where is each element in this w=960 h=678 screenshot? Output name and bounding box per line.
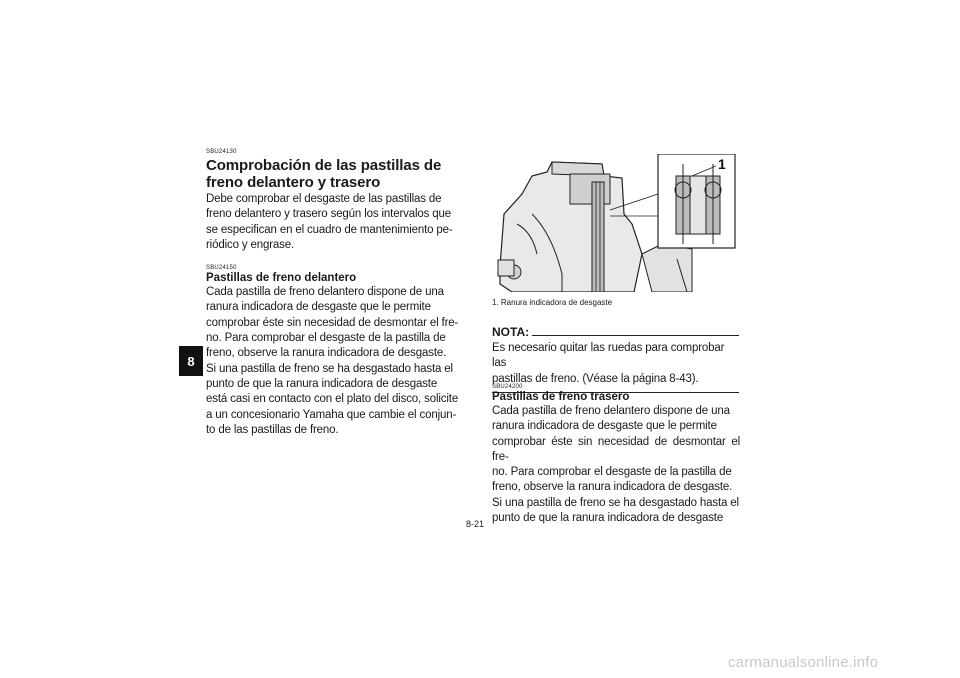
rear-section-code: SBU24200 bbox=[492, 384, 523, 390]
section-tab: 8 bbox=[179, 346, 203, 376]
left-column bbox=[206, 149, 462, 438]
note-text: Es necesario quitar las ruedas para comprobar las pastillas de freno. (Véase la página 8-43). bbox=[492, 342, 725, 385]
subsection-code: SBU24150 bbox=[206, 265, 237, 272]
note-label: NOTA: bbox=[492, 325, 530, 339]
rear-pads-heading: Pastillas de freno trasero bbox=[492, 391, 630, 403]
brake-pad-illustration bbox=[492, 154, 737, 292]
rear-pads-paragraph: Cada pastilla de freno delantero dispone de una ranura indicadora de desgaste que le permite comprobar éste sin necesidad de desmontar el fre- no. Para comprobar el desgaste de la pastilla de freno, observe la ranura indicadora de desgaste. Si una pastilla de freno se ha desgastado hasta el punto de que la ranura indicadora de desgaste bbox=[492, 405, 740, 525]
note-rule bbox=[532, 335, 739, 336]
right-column bbox=[492, 384, 740, 526]
watermark: carmanualsonline.info bbox=[728, 654, 879, 671]
section-code: SBU24130 bbox=[206, 149, 237, 155]
figure-caption: 1. Ranura indicadora de desgaste bbox=[492, 298, 613, 307]
page-number: 8-21 bbox=[466, 519, 485, 529]
intro-paragraph: Debe comprobar el desgaste de las pastillas de freno delantero y trasero según los intervalos que se especifican en el cuadro de mantenimiento pe- riódico y engrase. bbox=[206, 193, 453, 251]
note-box bbox=[492, 325, 739, 393]
figure-callout-number: 1 bbox=[718, 156, 726, 172]
front-pads-heading: Pastillas de freno delantero bbox=[206, 272, 357, 285]
front-pads-paragraph: Cada pastilla de freno delantero dispone de una ranura indicadora de desgaste que le permite comprobar éste sin necesidad de desmontar el fre- no. Para comprobar el desgaste de la pastilla de freno, observe la ranura indicadora de desgaste. Si una pastilla de freno se ha desgastado hasta el punto de que la ranura indicadora de desgaste está casi en contacto con el plato del disco, solicite a un concesionario Yamaha que cambie el conjun- to de las pastillas de freno. bbox=[206, 286, 459, 436]
section-heading: Comprobación de las pastillas de freno delantero y trasero bbox=[206, 157, 442, 191]
